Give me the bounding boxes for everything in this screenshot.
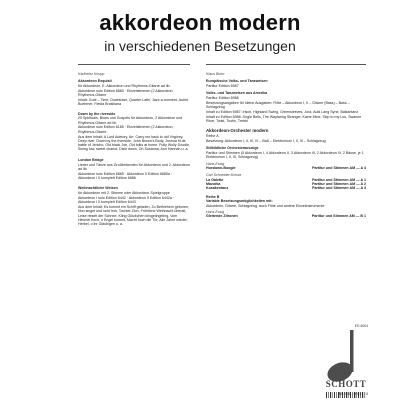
schott-logo-icon bbox=[316, 326, 376, 384]
entry-text: Akkordeon solo Edition 6885 · Akkordeon II Edition 6885a · Akkordeon I II komplett Edition 6886 bbox=[78, 171, 173, 180]
piece-title: Kosakentanz bbox=[206, 186, 229, 191]
piece-title: Gleitende Zitronen bbox=[206, 214, 238, 219]
piece-parts: Partitur und Stimmen AM — B 1 bbox=[311, 214, 366, 219]
piece-parts: Partitur und Stimmen AM — A 4 bbox=[312, 166, 366, 171]
entry-text: für Akkordeon mit 2. Stimme oder Akkordeon-Spielgruppe bbox=[78, 191, 170, 196]
list-item bbox=[206, 214, 366, 218]
entry-text: Partitur und Stimmen (5 Akkordeon I, 4 Akkordeon II, 3 Akkordeon III, 2 Akkordeon IV, 2 Bässe, je 1 Elektronium I, II, III, Schlagzeug) bbox=[206, 151, 364, 160]
piece-parts: Partitur und Stimmen AM — A 1 bbox=[312, 177, 366, 182]
piece-title: La Galette bbox=[206, 177, 224, 182]
publisher-logo-text: SCHOTT bbox=[325, 379, 367, 389]
list-item bbox=[206, 166, 366, 170]
page-title: akkordeon modern bbox=[99, 10, 301, 35]
entry-title: Europäische Volks- und Tanzweisen bbox=[206, 79, 268, 84]
entry-text: Inhalt zu Edition 6987: Irisch, Highland Swing, Greensleeves, Jora, Auld Lang Syne, Balkantanz bbox=[206, 110, 359, 115]
author-name: Karlheinz Knupp bbox=[78, 72, 105, 76]
list-item bbox=[206, 186, 366, 190]
entry-text: Akkordeon solo Edition 6185 · Einzelstimmen (2 Akkordeon, Rhythmus-Gitarre bbox=[78, 125, 174, 134]
entry-text: Akkordeon, Gitarre, Schlagzeug, auch Flöte und andere Einzelinstrumente bbox=[206, 203, 325, 208]
author-name: Hans Essig bbox=[206, 209, 225, 214]
left-divider bbox=[78, 64, 190, 65]
entry-title: Weihnachtliche Weisen bbox=[78, 186, 118, 191]
isbn-number: M - 001 - 09231 - 5 bbox=[339, 392, 368, 396]
entry-text: Aus dem Inhalt: Es kommt ein Schiff geladen, Zu Bethlehem geboren, Nun singet und seid froh, Tochter Zion, Fröhliche Weihnacht überall, Leise rieselt der Schnee, Kling Glöckchen klingelingeling, Vom Himmel hoch, o Engel kommt, Macht hoch die Tür, Alle Jahre wieder, Herbei, o ihr Gläubigen u. a. bbox=[78, 204, 190, 227]
catalog-number: ED 6004 bbox=[354, 324, 368, 328]
piece-parts: Partitur und Stimmen AM — A 2 bbox=[312, 181, 366, 186]
right-divider bbox=[206, 64, 366, 65]
entry-title: Stilbildliche Orchesterauszüge bbox=[206, 146, 259, 151]
entry-text: für Akkordeon, E. Akkordeon und Rhythmus-Gitarre ad lib. bbox=[78, 84, 171, 89]
author-name: Hans Essig bbox=[206, 161, 225, 166]
piece-title: Hoedown-Boogie bbox=[206, 166, 236, 171]
entry-title: Down by the riverside bbox=[78, 111, 116, 116]
entry-text: Akkordeon solo Edition 6880 · Einzelstimmen (2 Akkordeon, Rhythmus-Gitarre bbox=[78, 88, 174, 98]
entry-text: Partitur Edition 6988 bbox=[206, 96, 239, 101]
entry-text: Inhalt: Gute – Time, Downtown, Quarter Latin, Jazz-a-moment, Astrid Boehmer, Fiesta Brasiliana bbox=[78, 97, 188, 107]
entry-title: London Bridge bbox=[78, 157, 104, 162]
entry-text: Lieder und Tänze aus Großbritannien für Akkordeon und 2. Akkordeon ad lib. bbox=[78, 162, 190, 171]
right-column bbox=[206, 70, 366, 219]
entry-title: Reihe B bbox=[206, 194, 220, 199]
entry-text: Aus dem Inhalt: A Lord Adetory, Arr. Carry me back to old Virginny, Deep river, Down by the riverside, John Brown's Body, Joshua fit de battle of Jericho, Old black Joe, Old folks at home, Polly Wolly Doodle, Swing low, sweet chariot, Dixie down, Oh Susanna, Ann Hannah u. a. bbox=[78, 134, 190, 152]
piece-parts: Partitur und Stimmen AM — A 3 bbox=[312, 186, 366, 191]
author-name: Klaus Bohn bbox=[206, 72, 225, 76]
page-subtitle: in verschiedenen Besetzungen bbox=[104, 38, 296, 54]
entry-text: Besetzung: Akkordeon I, II, III, IV – Baß – Elektronium I, II, III – Schlagzeug bbox=[206, 139, 326, 144]
entry-text: Akkordeon I solo Edition 6442 · Akkordeon II Edition 6442a · Akkordeon I II komplett Edition 6443 bbox=[78, 195, 175, 205]
entry-text: 20 Spirituals, Blues und Gospels für Akkordeon, 2 Akkordeon und Rhythmus-Gitarre ad lib. bbox=[78, 116, 183, 125]
author-name: Carl Schneider-Kreutz bbox=[206, 173, 242, 178]
entry-title: Akkordeon Exquisit bbox=[78, 79, 112, 84]
piece-title: Mazurka bbox=[206, 181, 221, 186]
entry-text: Inhalt zu Edition 6988: Jingle Bells, The Wayfaring Stranger, Kaine Mine, Skip to my Lou, Swanee River, Twist, Tustin, Trebbi bbox=[206, 114, 362, 124]
left-column bbox=[78, 70, 190, 227]
entry-text: Besetzungsangaben für kleine Ausgaben: Flöte – Akkordeon I, II – Gitarre (Bass) – Bass – Schlagzeug bbox=[206, 100, 350, 110]
entry-subtitle: Variable Besetzungsmöglichkeiten mit: bbox=[206, 198, 273, 203]
entry-text: Partitur Edition 6987 bbox=[206, 84, 239, 89]
entry-title: Volks- und Tanzweisen aus Amerika bbox=[206, 91, 268, 96]
entry-text: Reihe A bbox=[206, 134, 219, 139]
section-title: Akkordeon-Orchester modern bbox=[206, 128, 269, 134]
